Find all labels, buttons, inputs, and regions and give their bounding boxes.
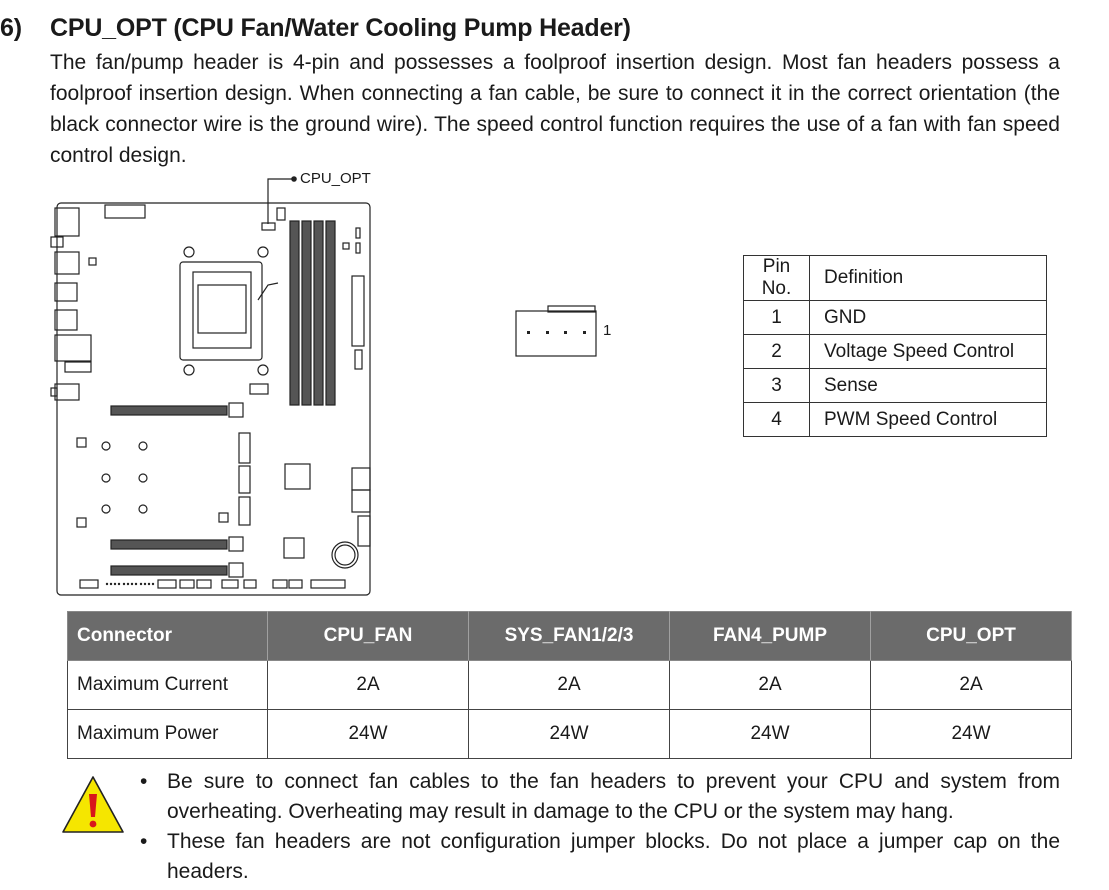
- header-cell: CPU_OPT: [871, 612, 1072, 661]
- header-cell: CPU_FAN: [268, 612, 469, 661]
- value-cell: 24W: [871, 710, 1072, 759]
- value-cell: 24W: [469, 710, 670, 759]
- header-cell: Definition: [810, 256, 1047, 301]
- value-cell: 2A: [871, 661, 1072, 710]
- row-label-cell: Maximum Current: [68, 661, 268, 710]
- bullet: •: [140, 770, 148, 793]
- warning-triangle-icon: [60, 774, 126, 836]
- pin-number-cell: 1: [744, 301, 810, 335]
- table-row: [744, 403, 1047, 437]
- fan-spec-table: [67, 611, 1072, 759]
- pin-definition-cell: Sense: [810, 369, 1047, 403]
- header-cell: Pin No.: [744, 256, 810, 301]
- pin-number-cell: 4: [744, 403, 810, 437]
- value-cell: 24W: [670, 710, 871, 759]
- header-cell: Connector: [68, 612, 268, 661]
- bullet: •: [140, 830, 148, 853]
- note-text: These fan headers are not configuration jumper blocks. Do not place a jumper cap on the headers.: [167, 830, 1060, 883]
- section-title: CPU_OPT (CPU Fan/Water Cooling Pump Header): [50, 14, 631, 42]
- pin-number-cell: 2: [744, 335, 810, 369]
- section-number: 6): [0, 14, 22, 42]
- table-header-row: [68, 612, 1072, 661]
- pin-definition-table: [743, 255, 1047, 437]
- pin1-label: 1: [603, 322, 612, 339]
- header-cell: FAN4_PUMP: [670, 612, 871, 661]
- list-item: [140, 767, 1060, 827]
- connector-callout-label: CPU_OPT: [300, 170, 371, 187]
- table-row: [68, 661, 1072, 710]
- pin-definition-cell: GND: [810, 301, 1047, 335]
- warning-notes: [140, 767, 1060, 887]
- value-cell: 2A: [268, 661, 469, 710]
- pin-number-cell: 3: [744, 369, 810, 403]
- table-row: [68, 710, 1072, 759]
- list-item: [140, 827, 1060, 887]
- section-paragraph: The fan/pump header is 4-pin and possesses a foolproof insertion design. Most fan headers possess a foolproof insertion design. When connecting a fan cable, be sure to connect it in the correct orientation (the black connector wire is the ground wire). The speed control function requires the use of a fan with fan speed control design.: [50, 51, 1060, 167]
- value-cell: 2A: [469, 661, 670, 710]
- value-cell: 2A: [670, 661, 871, 710]
- callout-line: [268, 179, 292, 224]
- table-row: [744, 301, 1047, 335]
- note-text: Be sure to connect fan cables to the fan headers to prevent your CPU and system from overheating. Overheating may result in damage to the CPU or the system may hang.: [167, 770, 1060, 823]
- pin-definition-cell: Voltage Speed Control: [810, 335, 1047, 369]
- header-cell: SYS_FAN1/2/3: [469, 612, 670, 661]
- table-row: [744, 369, 1047, 403]
- table-header-row: [744, 256, 1047, 301]
- value-cell: 24W: [268, 710, 469, 759]
- row-label-cell: Maximum Power: [68, 710, 268, 759]
- table-row: [744, 335, 1047, 369]
- pin-definition-cell: PWM Speed Control: [810, 403, 1047, 437]
